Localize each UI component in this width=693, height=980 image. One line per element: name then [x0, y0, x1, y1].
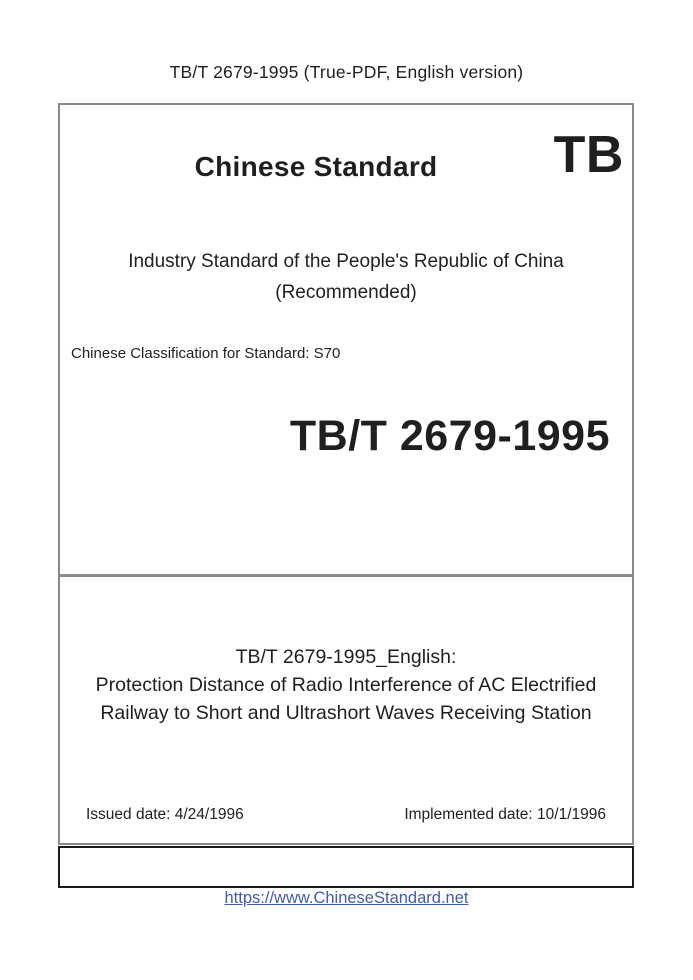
- standard-code: TB/T 2679-1995: [289, 412, 610, 460]
- classification-label: Chinese Classification for Standard: S70: [71, 345, 341, 362]
- section-divider: [60, 574, 632, 577]
- standard-type-label: Industry Standard of the People's Republic of China: [128, 251, 564, 272]
- english-title-line-3: Railway to Short and Ultrashort Waves Receiving Station: [100, 702, 592, 724]
- standard-subtype-label: (Recommended): [275, 282, 417, 303]
- standard-cover-box: [58, 103, 634, 845]
- english-title-block: [60, 643, 632, 727]
- english-title-line-2: Protection Distance of Radio Interference of AC Electrified: [95, 674, 597, 696]
- issued-date-label: Issued date: 4/24/1996: [86, 806, 244, 823]
- empty-note-box: [58, 846, 634, 888]
- implemented-date-label: Implemented date: 10/1/1996: [404, 806, 606, 823]
- tb-logo: TB: [553, 126, 624, 184]
- document-header-label: TB/T 2679-1995 (True-PDF, English version): [169, 62, 524, 82]
- website-link[interactable]: https://www.ChineseStandard.net: [224, 889, 469, 907]
- dates-row: [86, 806, 606, 824]
- brand-title: Chinese Standard: [194, 151, 438, 182]
- english-title-line-1: TB/T 2679-1995_English:: [235, 646, 457, 668]
